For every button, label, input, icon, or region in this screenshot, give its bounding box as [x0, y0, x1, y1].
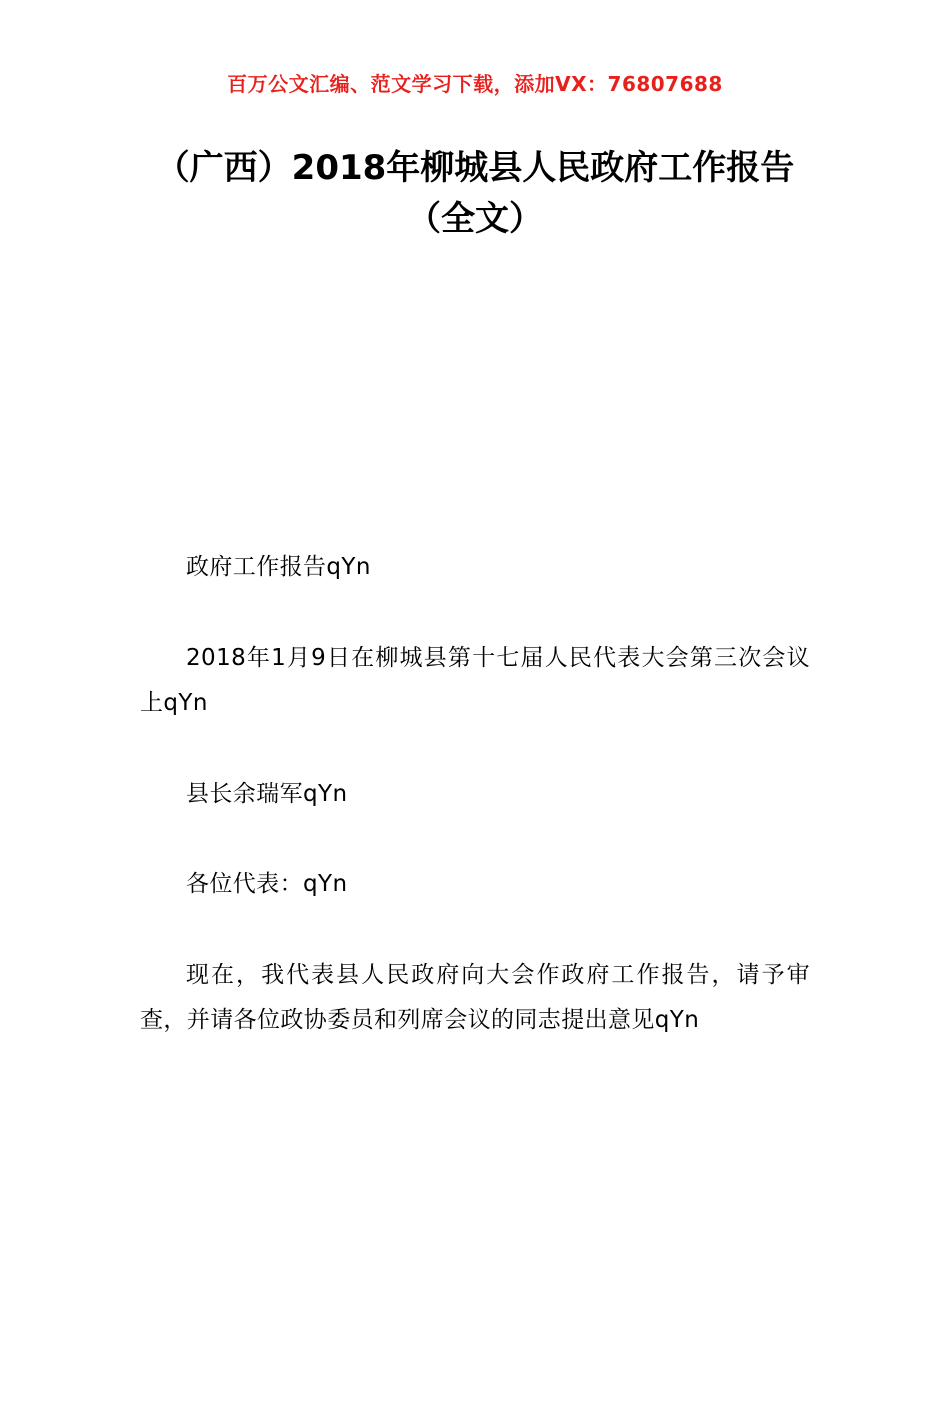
document-page — [0, 68, 950, 1412]
paragraph: 2018年1月9日在柳城县第十七届人民代表大会第三次会议上qYn — [140, 644, 810, 716]
paragraph: 政府工作报告qYn — [186, 554, 371, 580]
paragraph: 现在，我代表县人民政府向大会作政府工作报告，请予审查，并请各位政协委员和列席会议的同志提出意见qYn — [140, 962, 810, 1034]
document-body — [0, 545, 950, 1043]
page-title-line-2: （全文） — [407, 199, 543, 239]
watermark-promo-text: 百万公文汇编、范文学习下载，添加VX：76807688 — [227, 72, 723, 96]
page-title-line-1: （广西）2018年柳城县人民政府工作报告 — [155, 148, 795, 188]
paragraph: 县长余瑞军qYn — [186, 780, 348, 807]
page-title — [75, 143, 875, 245]
paragraph: 各位代表：qYn — [186, 871, 348, 898]
